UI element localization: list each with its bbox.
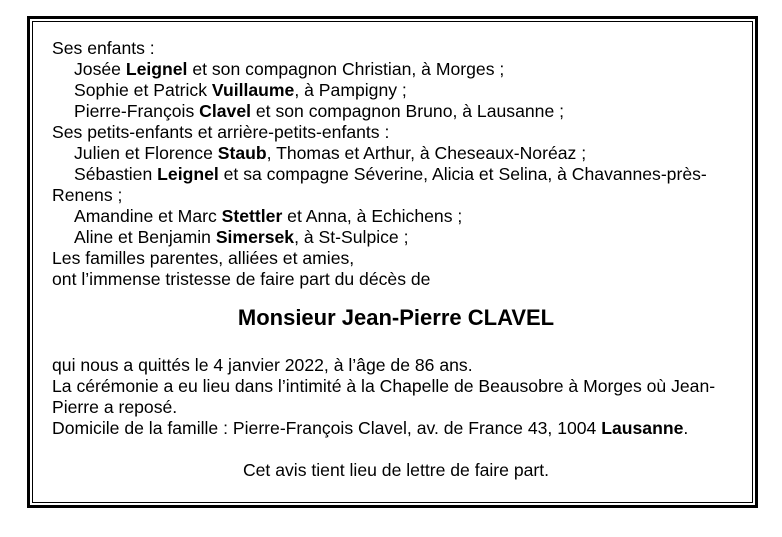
text-segment: , à Pampigny ; bbox=[294, 80, 407, 100]
text-segment: ont l’immense tristesse de faire part du décès de bbox=[52, 269, 431, 289]
text-segment: et Anna, à Echichens ; bbox=[282, 206, 463, 226]
text-line bbox=[52, 376, 740, 397]
text-segment: Sébastien bbox=[74, 164, 158, 184]
family-name-bold: Lausanne bbox=[601, 418, 684, 438]
text-segment: Pierre-François bbox=[74, 101, 200, 121]
deceased-name-title: Monsieur Jean-Pierre CLAVEL bbox=[237, 305, 555, 330]
text-line bbox=[52, 227, 740, 248]
text-line bbox=[52, 80, 740, 101]
text-segment: Aline et Benjamin bbox=[74, 227, 216, 247]
family-list bbox=[52, 38, 740, 290]
text-line bbox=[52, 122, 740, 143]
text-segment: Ses petits-enfants et arrière-petits-enfants : bbox=[52, 122, 390, 142]
family-name-bold: Vuillaume bbox=[211, 80, 295, 100]
family-name-bold: Staub bbox=[217, 143, 267, 163]
text-segment: Domicile de la famille : Pierre-François Clavel, av. de France 43, 1004 bbox=[52, 418, 602, 438]
text-segment: et son compagnon Christian, à Morges ; bbox=[187, 59, 505, 79]
text-segment: , à St-Sulpice ; bbox=[294, 227, 409, 247]
text-segment: Pierre a reposé. bbox=[52, 397, 178, 417]
text-segment: et son compagnon Bruno, à Lausanne ; bbox=[251, 101, 565, 121]
text-segment: , Thomas et Arthur, à Cheseaux-Noréaz ; bbox=[266, 143, 587, 163]
notice-outer-border bbox=[27, 16, 758, 508]
family-name-bold: Clavel bbox=[199, 101, 251, 121]
text-line bbox=[52, 418, 740, 439]
announcement-details bbox=[52, 355, 740, 439]
text-segment: Amandine et Marc bbox=[74, 206, 222, 226]
text-segment: Sophie et Patrick bbox=[74, 80, 212, 100]
text-segment: Les familles parentes, alliées et amies, bbox=[52, 248, 355, 268]
text-line bbox=[52, 185, 740, 206]
text-segment: Josée bbox=[74, 59, 126, 79]
text-segment: La cérémonie a eu lieu dans l’intimité à la Chapelle de Beausobre à Morges où Jean- bbox=[52, 376, 716, 396]
family-name-bold: Leignel bbox=[157, 164, 219, 184]
text-line bbox=[52, 59, 740, 80]
text-line bbox=[52, 38, 740, 59]
text-line bbox=[52, 269, 740, 290]
text-line bbox=[52, 101, 740, 122]
text-line bbox=[52, 143, 740, 164]
text-segment: Ses enfants : bbox=[52, 38, 155, 58]
text-line bbox=[52, 355, 740, 376]
text-segment: . bbox=[683, 418, 689, 438]
closing-statement: Cet avis tient lieu de lettre de faire part. bbox=[242, 460, 550, 480]
family-name-bold: Leignel bbox=[125, 59, 188, 79]
text-segment: qui nous a quittés le 4 janvier 2022, à l’âge de 86 ans. bbox=[52, 355, 473, 375]
text-line bbox=[52, 248, 740, 269]
text-segment: Julien et Florence bbox=[74, 143, 218, 163]
text-line bbox=[52, 397, 740, 418]
text-segment: et sa compagne Séverine, Alicia et Selina, à Chavannes-près- bbox=[218, 164, 707, 184]
family-name-bold: Stettler bbox=[221, 206, 283, 226]
text-line bbox=[52, 206, 740, 227]
text-line bbox=[52, 164, 740, 185]
text-segment: Renens ; bbox=[52, 185, 123, 205]
notice-inner-border bbox=[32, 21, 753, 503]
family-name-bold: Simersek bbox=[215, 227, 295, 247]
